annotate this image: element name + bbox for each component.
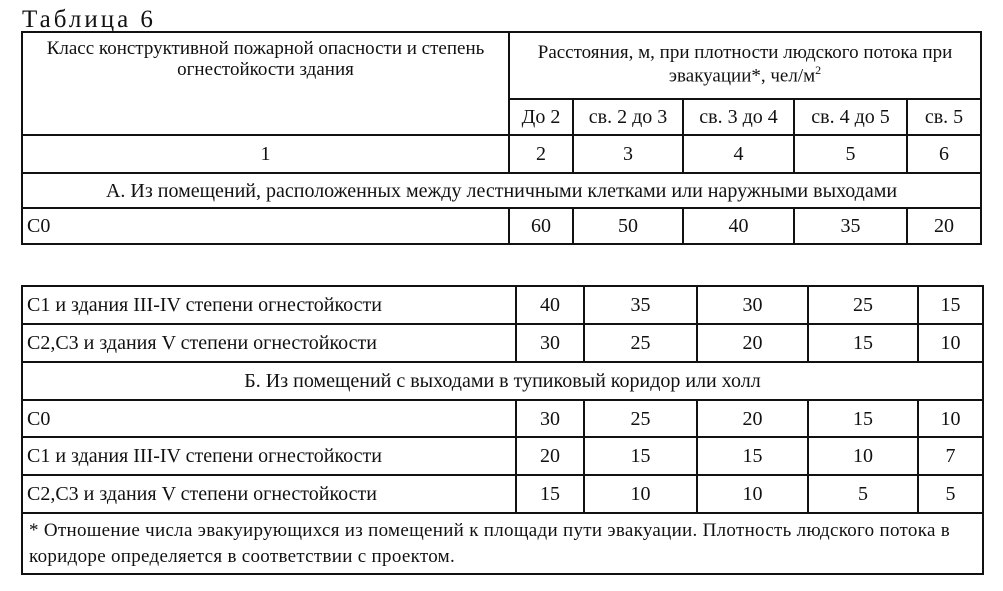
cell-value: 35 — [584, 286, 697, 324]
header-density-col: св. 2 до 3 — [573, 99, 683, 135]
cell-value: 10 — [808, 437, 918, 475]
cell-value: 15 — [697, 437, 808, 475]
cell-value: 30 — [516, 400, 584, 437]
header-density-col: св. 4 до 5 — [794, 99, 907, 135]
row-label: С1 и здания III-IV степени огнестойкости — [22, 286, 516, 324]
section-a-title: А. Из помещений, расположенных между лестничными клетками или наружными выходами — [22, 173, 981, 208]
cell-value: 25 — [808, 286, 918, 324]
cell-value: 30 — [516, 324, 584, 362]
column-number: 4 — [683, 135, 794, 173]
cell-value: 15 — [584, 437, 697, 475]
cell-value: 7 — [918, 437, 983, 475]
table-row — [22, 208, 981, 244]
cell-value: 20 — [697, 400, 808, 437]
cell-value: 5 — [808, 475, 918, 513]
cell-value: 5 — [918, 475, 983, 513]
cell-value: 10 — [697, 475, 808, 513]
column-number: 5 — [794, 135, 907, 173]
cell-value: 15 — [516, 475, 584, 513]
cell-value: 15 — [808, 400, 918, 437]
header-class-column: Класс конструктивной пожарной опасности и степень огнестойкости здания — [22, 32, 509, 135]
cell-value: 15 — [808, 324, 918, 362]
column-number: 6 — [907, 135, 981, 173]
column-number: 3 — [573, 135, 683, 173]
cell-value: 30 — [697, 286, 808, 324]
cell-value: 25 — [584, 324, 697, 362]
column-number: 1 — [22, 135, 509, 173]
footnote: * Отношение числа эвакуирующихся из помещений к площади пути эвакуации. Плотность людского потока в коридоре определяется в соответствии с проектом. — [22, 513, 983, 574]
cell-value: 25 — [584, 400, 697, 437]
cell-value: 35 — [794, 208, 907, 244]
cell-value: 10 — [918, 324, 983, 362]
cell-value: 20 — [516, 437, 584, 475]
table-part-1 — [21, 31, 982, 245]
cell-value: 60 — [509, 208, 573, 244]
cell-value: 40 — [516, 286, 584, 324]
table-row — [22, 475, 983, 513]
header-distance-text: Расстояния, м, при плотности людского потока при эвакуации*, чел/м — [537, 42, 953, 87]
table-row — [22, 286, 983, 324]
cell-value: 10 — [584, 475, 697, 513]
table-row — [22, 400, 983, 437]
cell-value: 15 — [918, 286, 983, 324]
cell-value: 20 — [907, 208, 981, 244]
cell-value: 40 — [683, 208, 794, 244]
section-b-title: Б. Из помещений с выходами в тупиковый коридор или холл — [22, 362, 983, 400]
row-label: С0 — [22, 208, 509, 244]
cell-value: 10 — [918, 400, 983, 437]
row-label: С0 — [22, 400, 516, 437]
header-distance-group — [509, 32, 981, 99]
table-title: Таблица 6 — [22, 6, 156, 33]
row-label: С2,С3 и здания V степени огнестойкости — [22, 324, 516, 362]
table-part-2 — [21, 285, 984, 575]
header-density-col: св. 5 — [907, 99, 981, 135]
row-label: С1 и здания III-IV степени огнестойкости — [22, 437, 516, 475]
table-row — [22, 324, 983, 362]
header-unit-superscript: 2 — [815, 63, 822, 78]
header-density-col: св. 3 до 4 — [683, 99, 794, 135]
header-density-col: До 2 — [509, 99, 573, 135]
table-row — [22, 437, 983, 475]
cell-value: 50 — [573, 208, 683, 244]
row-label: С2,С3 и здания V степени огнестойкости — [22, 475, 516, 513]
cell-value: 20 — [697, 324, 808, 362]
column-number: 2 — [509, 135, 573, 173]
